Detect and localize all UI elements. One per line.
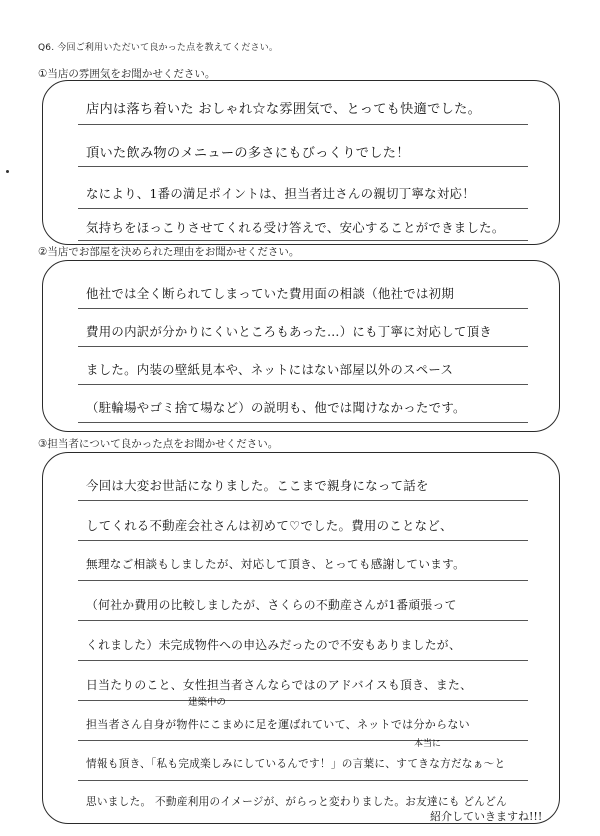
question-title: Q6. 今回ご利用いただいて良かった点を教えてください。 [38, 43, 279, 53]
section-3-line-6: 日当たりのこと、女性担当者さんならではのアドバイスも頂き、また、 [86, 678, 473, 692]
section-3-line-1: 今回は大変お世話になりました。ここまで親身になって話を [86, 478, 429, 493]
ruled-line [78, 500, 528, 501]
section-1-line-4: 気持ちをほっこりさせてくれる受け答えで、安心することができました。 [86, 220, 505, 235]
section-1-line-2: 頂いた飲み物のメニューの多さにもびっくりでした！ [86, 146, 410, 161]
ruled-line [78, 346, 528, 347]
ruled-line [78, 240, 528, 241]
section-3-line-2: してくれる不動産会社さんは初めて♡でした。費用のことなど、 [86, 518, 453, 533]
ruled-line [78, 124, 528, 125]
side-note: 本当に [414, 739, 442, 749]
ruled-line [78, 540, 528, 541]
section-3-line-9: 思いました。 不動産利用のイメージが、がらっと変わりました。お友達にも どんどん [86, 796, 507, 808]
closing-note: 紹介していきますね!!! [430, 810, 543, 823]
section-3-line-8: 情報も頂き、「私も完成楽しみにしているんです！」の言葉に、すてきな方だなぁ～と [86, 758, 506, 770]
section-3-title: ③担当者について良かった点をお聞かせください。 [38, 438, 279, 450]
section-1-line-3: なにより、1番の満足ポイントは、担当者辻さんの親切丁寧な対応！ [86, 186, 475, 201]
section-1-line-1: 店内は落ち着いた おしゃれ☆な雰囲気で、とっても快適でした。 [86, 102, 482, 117]
ruled-line [78, 208, 528, 209]
section-2-line-4: （駐輪場やゴミ捨て場など）の説明も、他では聞けなかったです。 [86, 400, 466, 415]
section-3-line-7: 担当者さん自身が物件にこまめに足を運ばれていて、ネットでは分からない [86, 718, 470, 731]
section-3-line-4: （何社か費用の比較しましたが、さくらの不動産さんが1番頑張って [86, 598, 457, 612]
section-1-title: ①当店の雰囲気をお聞かせください。 [38, 68, 216, 80]
section-2-title: ②当店でお部屋を決められた理由をお聞かせください。 [38, 246, 300, 258]
ruled-line [78, 384, 528, 385]
ruled-line [78, 740, 528, 741]
section-2-line-2: 費用の内訳が分かりにくいところもあった…）にも丁寧に対応して頂き [86, 324, 492, 339]
ruled-line [78, 660, 528, 661]
ruled-line [78, 780, 528, 781]
ruled-line [78, 422, 528, 423]
ruled-line [78, 700, 528, 701]
section-2-line-1: 他社では全く断られてしまっていた費用面の相談（他社では初期 [86, 286, 455, 301]
section-3-line-5: くれました）未完成物件への申込みだったので不安もありましたが、 [86, 638, 462, 652]
ruled-line [78, 308, 528, 309]
ruled-line [78, 580, 528, 581]
section-2-line-3: ました。内装の壁紙見本や、ネットにはない部屋以外のスペース [86, 362, 454, 377]
margin-dot [6, 170, 9, 173]
ruled-line [78, 620, 528, 621]
ruled-line [78, 166, 528, 167]
section-3-line-3: 無理なご相談もしましたが、対応して頂き、とっても感謝しています。 [86, 557, 465, 571]
insert-note: 建築中の [188, 697, 227, 708]
